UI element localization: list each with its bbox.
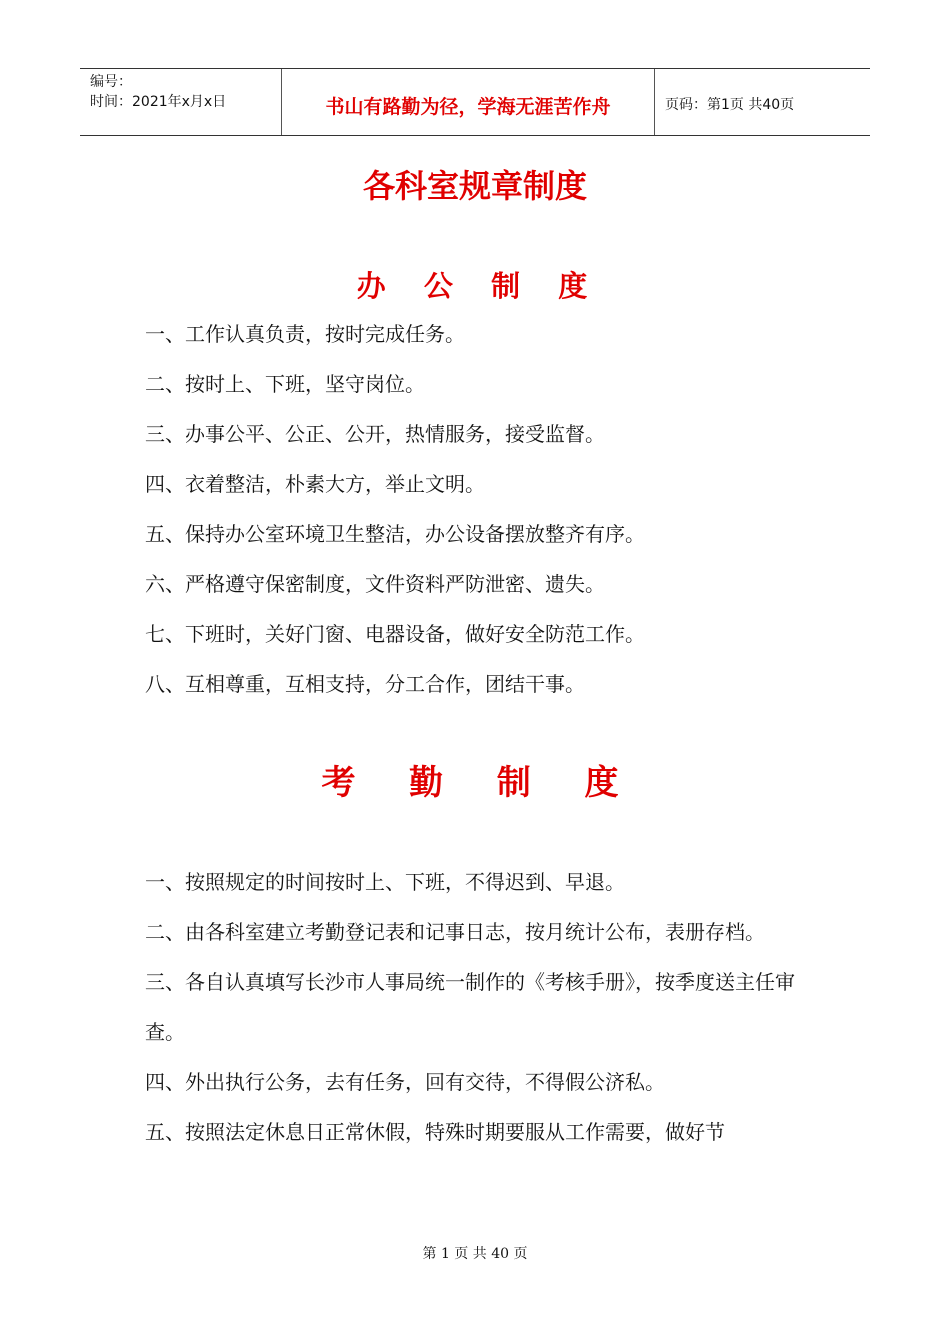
main-title: 各科室规章制度 (362, 167, 587, 205)
number-label: 编号： (90, 74, 132, 90)
paragraph: 五、保持办公室环境卫生整洁，办公设备摆放整齐有序。 (145, 522, 645, 546)
document-header (80, 68, 870, 136)
page-footer: 第 1 页 共 40 页 (422, 1246, 528, 1262)
paragraph: 二、由各科室建立考勤登记表和记事日志，按月统计公布，表册存档。 (145, 920, 765, 944)
section-office-body (145, 309, 815, 709)
section-title-attendance: 考 勤 制 度 (321, 763, 629, 803)
paragraph: 五、按照法定休息日正常休假，特殊时期要服从工作需要，做好节 (145, 1120, 725, 1144)
header-motto: 书山有路勤为径，学海无涯苦作舟 (325, 95, 611, 118)
section-title-office: 办 公 制 度 (356, 269, 594, 303)
paragraph: 二、按时上、下班，坚守岗位。 (145, 372, 425, 396)
paragraph: 一、按照规定的时间按时上、下班，不得迟到、早退。 (145, 870, 625, 894)
header-motto-cell (282, 69, 655, 135)
paragraph: 三、各自认真填写长沙市人事局统一制作的《考核手册》，按季度送主任审查。 (145, 970, 795, 1044)
paragraph: 三、办事公平、公正、公开，热情服务，接受监督。 (145, 422, 605, 446)
paragraph: 八、互相尊重，互相支持，分工合作，团结干事。 (145, 672, 585, 696)
time-label: 时间：2021年x月x日 (90, 94, 227, 110)
header-meta-cell (80, 69, 282, 135)
header-page-cell (655, 69, 870, 135)
section-attendance-body (145, 857, 815, 1157)
paragraph: 六、严格遵守保密制度，文件资料严防泄密、遗失。 (145, 572, 605, 596)
paragraph: 一、工作认真负责，按时完成任务。 (145, 322, 465, 346)
paragraph: 四、衣着整洁，朴素大方，举止文明。 (145, 472, 485, 496)
header-page-info: 页码：第1页 共40页 (665, 97, 795, 113)
paragraph: 四、外出执行公务，去有任务，回有交待，不得假公济私。 (145, 1070, 665, 1094)
paragraph: 七、下班时，关好门窗、电器设备，做好安全防范工作。 (145, 622, 645, 646)
